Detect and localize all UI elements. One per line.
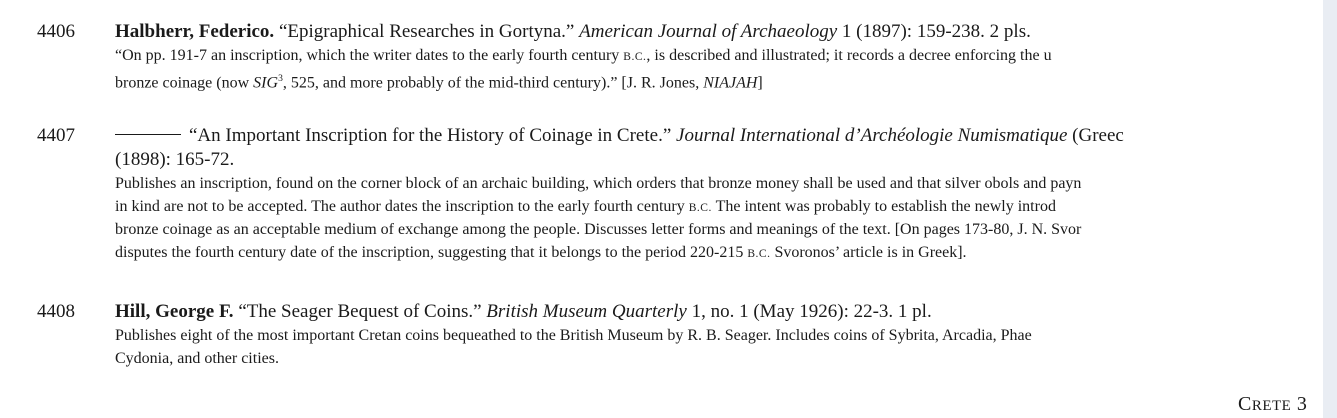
annotation-line: bronze coinage as an acceptable medium of exchange among the people. Discusses letter forms and meanings of the text. [On pages 173-80, J. N. Svor [115, 221, 1082, 238]
annotation-text: disputes the fourth century date of the inscription, suggesting that it belongs to the period 220-215 [115, 244, 748, 261]
citation-line [115, 20, 1323, 44]
italic-text: SIG [253, 74, 279, 92]
small-caps-text: B.C. [623, 51, 647, 63]
entry-number: 4407 [37, 125, 75, 146]
author: Hill, George F. [115, 301, 234, 322]
annotation-text: The intent was probably to establish the newly introd [711, 198, 1056, 215]
footer-initial: C [1238, 393, 1252, 415]
repeat-author-dash [115, 134, 181, 135]
citation-details: 1 (1897): 159-238. 2 pls. [841, 21, 1031, 42]
running-footer [1238, 392, 1307, 418]
entry-number: 4406 [37, 21, 75, 42]
footer-small-caps: RETE [1251, 398, 1292, 414]
entry-number: 4408 [37, 301, 75, 322]
annotation-line [115, 241, 1323, 264]
annotation-text: bronze coinage (now [115, 74, 254, 92]
citation-line: (1898): 165-72. [115, 149, 235, 170]
article-title: “Epigraphical Researches in Gortyna.” [278, 21, 575, 42]
citation-details: (Greec [1067, 125, 1124, 146]
annotation-line: Publishes eight of the most important Cretan coins bequeathed to the British Museum by R. B. Seager. Includes coins of Sybrita, Arcadia, Phae [115, 327, 1032, 344]
annotation-text: ] [757, 74, 763, 92]
italic-text: NIAJAH [703, 74, 758, 92]
small-caps-text: B.C. [747, 248, 771, 260]
annotation-line [115, 67, 1323, 90]
journal-title: British Museum Quarterly [486, 301, 687, 322]
journal-title: American Journal of Archaeology [579, 21, 838, 42]
article-title: “An Important Inscription for the History of Coinage in Crete.” [189, 125, 672, 146]
entry-body [115, 300, 1323, 370]
scrollbar-track[interactable] [1323, 0, 1337, 418]
annotation-text: Svoronos’ article is in Greek]. [770, 244, 967, 261]
article-title: “The Seager Bequest of Coins.” [238, 301, 482, 322]
annotation-line [115, 195, 1323, 218]
annotation-text: “On pp. 191-7 an inscription, which the writer dates to the early fourth century [115, 47, 624, 64]
page-number: 3 [1291, 393, 1308, 415]
citation-details: 1, no. 1 (May 1926): 22-3. 1 pl. [691, 301, 932, 322]
annotation-text: , 525, and more probably of the mid-third century).” [J. R. Jones, [282, 74, 704, 92]
annotation-line [115, 44, 1323, 67]
entry-body [115, 20, 1323, 90]
small-caps-text: B.C. [688, 202, 712, 214]
annotation-line: Publishes an inscription, found on the corner block of an archaic building, which orders that bronze money shall be used and that silver obols and payn [115, 175, 1082, 192]
journal-title: Journal International d’Archéologie Numismatique [676, 125, 1068, 146]
author: Halbherr, Federico. [115, 21, 275, 42]
annotation-text: , is described and illustrated; it records a decree enforcing the u [646, 47, 1052, 64]
entry-body [115, 124, 1323, 264]
annotation-line: Cydonia, and other cities. [115, 350, 279, 367]
annotation-text: in kind are not to be accepted. The author dates the inscription to the early fourth century [115, 198, 689, 215]
superscript: 3 [278, 73, 283, 84]
citation-line [115, 300, 1323, 324]
citation-line [115, 124, 1323, 148]
